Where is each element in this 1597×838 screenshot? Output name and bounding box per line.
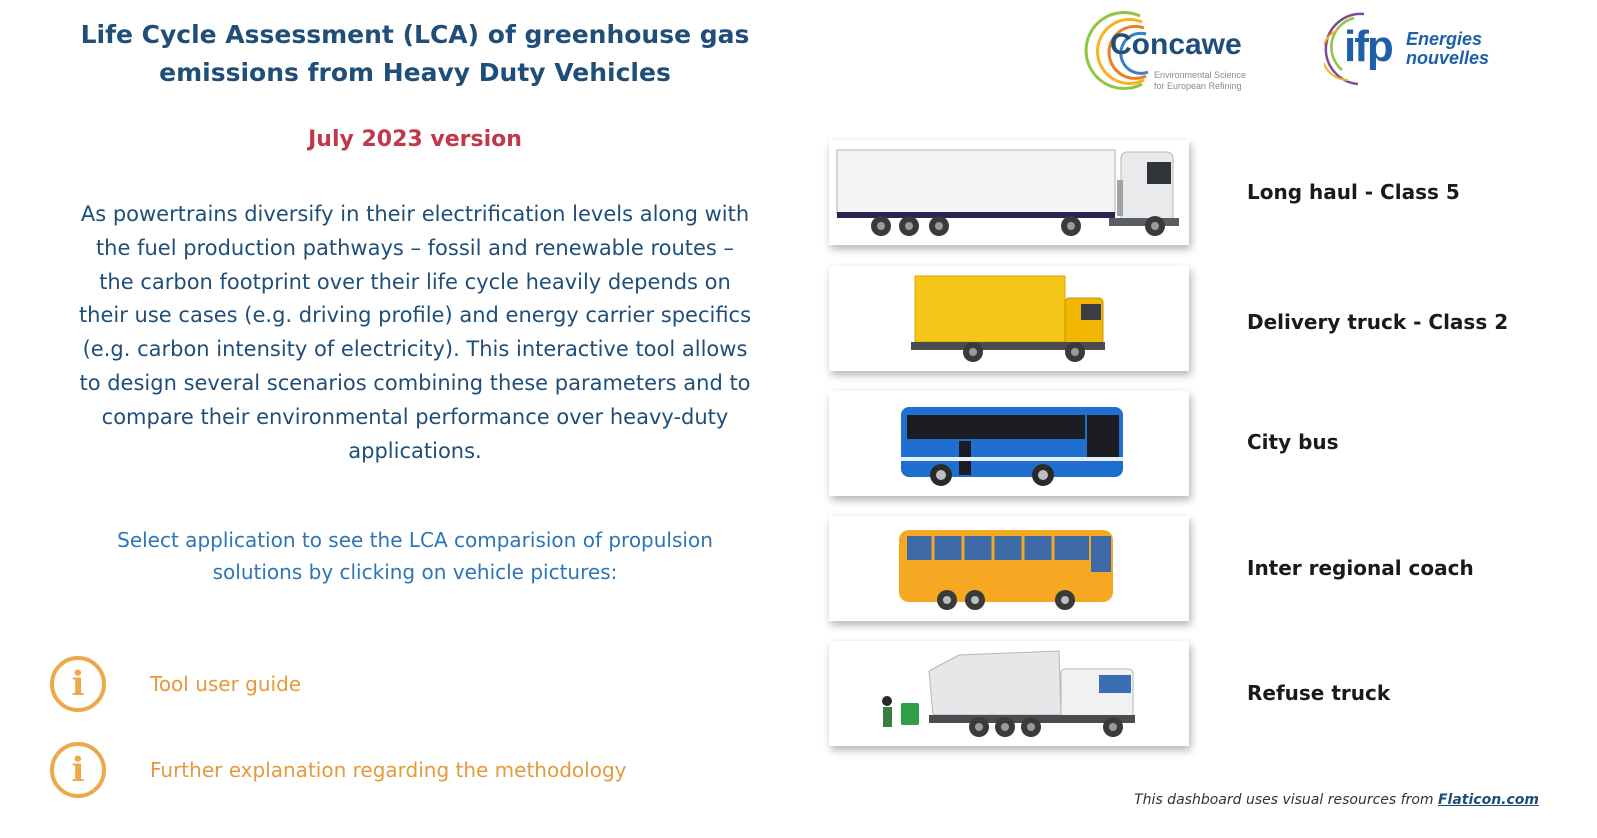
- city-bus-icon[interactable]: [829, 391, 1189, 496]
- title-line-1: Life Cycle Assessment (LCA) of greenhouse gas: [80, 20, 750, 49]
- page-title: [60, 16, 770, 92]
- vehicle-card-delivery-truck[interactable]: [829, 266, 1189, 371]
- title-line-2: emissions from Heavy Duty Vehicles: [159, 58, 671, 87]
- select-prompt-line-1: Select application to see the LCA comparision of propulsion: [117, 528, 713, 552]
- vehicle-card-refuse-truck[interactable]: [829, 641, 1189, 746]
- intro-paragraph: [56, 198, 774, 468]
- vehicle-card-inter-regional-coach[interactable]: [829, 516, 1189, 621]
- ifp-wordmark-line-2: nouvelles: [1406, 48, 1490, 68]
- version-label: July 2023 version: [308, 127, 522, 152]
- vehicle-card-city-bus[interactable]: [829, 391, 1189, 496]
- vehicle-label-city-bus[interactable]: City bus: [1247, 430, 1339, 454]
- vehicle-label-refuse-truck[interactable]: Refuse truck: [1247, 681, 1391, 705]
- concawe-tagline: [1154, 70, 1246, 92]
- tool-user-guide-link[interactable]: [50, 656, 301, 712]
- credit-text: This dashboard uses visual resources from: [1134, 792, 1438, 808]
- vehicle-label-inter-regional-coach[interactable]: Inter regional coach: [1247, 556, 1474, 580]
- intro-line: their use cases (e.g. driving profile) and energy carrier specifics: [78, 303, 752, 328]
- vehicle-card-long-haul[interactable]: [829, 140, 1189, 245]
- info-icon[interactable]: i: [50, 742, 106, 798]
- concawe-logo: [1080, 4, 1260, 96]
- delivery-truck-icon[interactable]: [829, 266, 1189, 371]
- ifp-wordmark: [1406, 30, 1489, 68]
- intro-line: As powertrains diversify in their electrification levels along with: [80, 202, 750, 226]
- vehicle-label-delivery-truck[interactable]: Delivery truck - Class 2: [1247, 310, 1509, 334]
- inter-regional-coach-icon[interactable]: [829, 516, 1189, 621]
- info-icon[interactable]: i: [50, 656, 106, 712]
- intro-line: to design several scenarios combining these parameters and to: [79, 370, 751, 395]
- vehicle-label-long-haul[interactable]: Long haul - Class 5: [1247, 180, 1460, 204]
- visual-resources-credit: [1134, 792, 1539, 808]
- concawe-tagline-1: Environmental Science: [1154, 70, 1247, 80]
- intro-line: (e.g. carbon intensity of electricity). This interactive tool allows: [82, 337, 748, 362]
- methodology-explanation-link[interactable]: [50, 742, 626, 798]
- intro-line: applications.: [348, 438, 482, 463]
- ifp-energies-nouvelles-logo: [1324, 10, 1514, 90]
- intro-line: compare their environmental performance over heavy-duty: [101, 404, 729, 429]
- tool-user-guide-label[interactable]: Tool user guide: [150, 672, 302, 696]
- intro-line: the carbon footprint over their life cycle heavily depends on: [99, 269, 731, 294]
- flaticon-link[interactable]: Flaticon.com: [1437, 792, 1539, 808]
- select-application-prompt: [60, 524, 770, 588]
- methodology-explanation-label[interactable]: Further explanation regarding the methodology: [150, 758, 627, 782]
- long-haul-truck-icon[interactable]: [829, 140, 1189, 245]
- intro-line: the fuel production pathways – fossil and renewable routes –: [95, 235, 735, 260]
- concawe-tagline-2: for European Refining: [1154, 81, 1242, 91]
- select-prompt-line-2: solutions by clicking on vehicle pictures:: [212, 560, 618, 584]
- concawe-wordmark: Concawe: [1110, 28, 1242, 61]
- refuse-truck-icon[interactable]: [829, 641, 1189, 746]
- ifp-mark: ifp: [1344, 22, 1392, 71]
- ifp-wordmark-line-1: Energies: [1406, 29, 1483, 49]
